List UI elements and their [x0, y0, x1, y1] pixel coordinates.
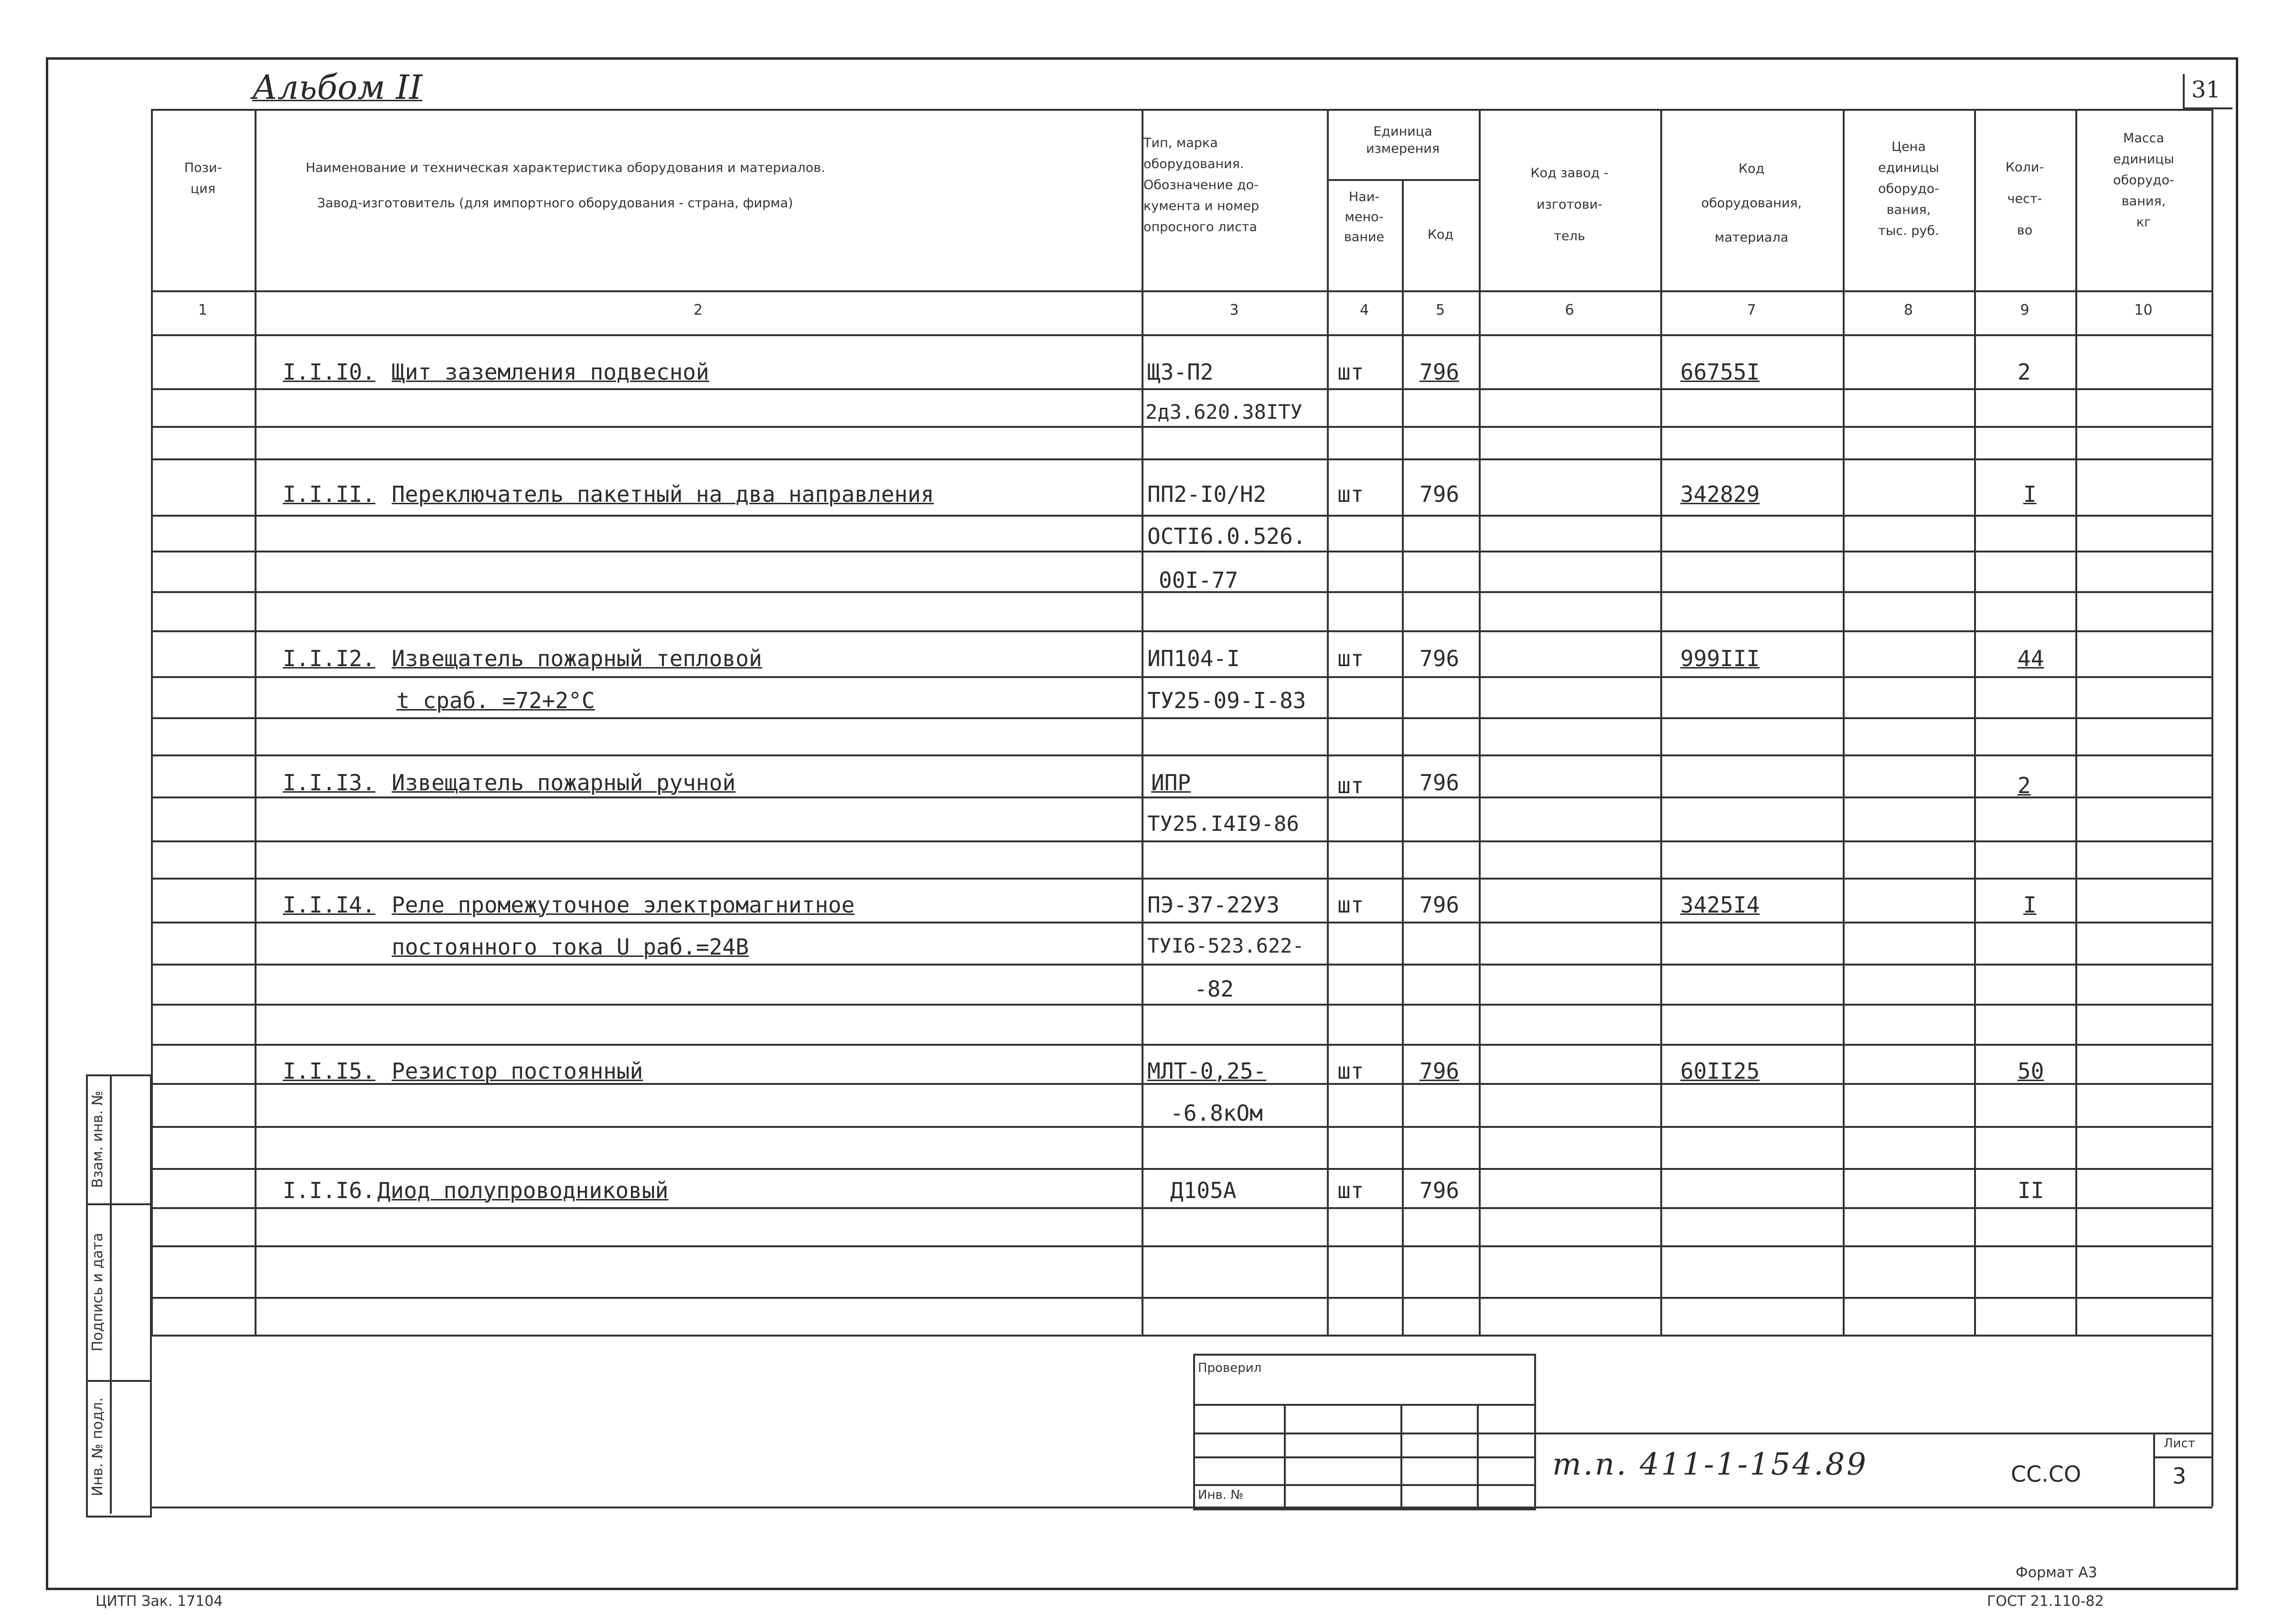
item-unit: шт — [1337, 646, 1364, 671]
item-unit: шт — [1337, 359, 1364, 385]
column-number: 9 — [2020, 302, 2029, 318]
item-type: ИПР — [1151, 770, 1191, 796]
item-quantity: 50 — [2018, 1058, 2044, 1084]
item-quantity: 2 — [2018, 359, 2031, 385]
item-quantity: I — [2023, 481, 2037, 507]
item-type: ПП2-I0/Н2 — [1147, 481, 1267, 507]
item-type: ОСТI6.0.526. — [1147, 523, 1306, 549]
item-unit: шт — [1337, 1178, 1364, 1203]
stamp-replaces-inv: Взам. инв. № — [89, 1091, 106, 1188]
header-position: Пози- ция — [184, 160, 222, 196]
header-type: Тип, марка оборудования. Обозначение до- кумента и номер опросного листа — [1143, 136, 1260, 234]
item-type: МЛТ-0,25- — [1147, 1058, 1267, 1084]
header-name: Наименование и техническая характеристика оборудования и материалов. Завод-изготовитель (для импортного оборудования - страна, фирма) — [306, 160, 825, 211]
sheet-label: Лист — [2164, 1436, 2195, 1451]
format-label: Формат А3 — [2016, 1564, 2097, 1581]
item-unit: шт — [1337, 1058, 1364, 1084]
item-unit-code: 796 — [1420, 646, 1460, 671]
footer-left-code: ЦИТП Зак. 17104 — [96, 1593, 223, 1610]
item-name: Извещатель пожарный ручной — [392, 770, 736, 796]
item-name: Извещатель пожарный тепловой — [392, 646, 762, 671]
item-material-code: 66755I — [1680, 359, 1760, 385]
item-type: ИП104-I — [1147, 646, 1240, 671]
column-number: 8 — [1903, 302, 1913, 318]
corner-page-number: 31 — [2191, 76, 2221, 103]
stamp-original-inv: Инв. № подл. — [89, 1397, 106, 1497]
item-unit-code: 796 — [1420, 1178, 1460, 1203]
item-unit-code: 796 — [1420, 359, 1460, 385]
item-name: Щит заземления подвесной — [392, 359, 709, 385]
item-unit: шт — [1337, 892, 1364, 918]
item-quantity: 44 — [2018, 646, 2044, 671]
item-quantity: 2 — [2018, 773, 2031, 798]
item-position: I.I.I4. — [283, 892, 375, 918]
item-type: ЩЗ-П2 — [1147, 359, 1214, 385]
checked-label: Проверил — [1198, 1361, 1262, 1375]
header-unit-code: Код — [1427, 227, 1454, 242]
item-position: I.I.I6. — [283, 1178, 375, 1203]
item-unit: шт — [1337, 773, 1364, 798]
item-type: -82 — [1194, 976, 1234, 1002]
item-type: Д105А — [1170, 1178, 1237, 1203]
header-maker-code: Код завод - изготови- тель — [1530, 166, 1609, 244]
item-name-line2: постоянного тока U раб.=24В — [392, 934, 749, 960]
column-number: 1 — [198, 302, 208, 318]
stamp-signature-date: Подпись и дата — [89, 1232, 106, 1352]
item-type: ТУ25-09-I-83 — [1147, 688, 1306, 713]
item-position: I.I.II. — [283, 481, 375, 507]
item-type: -6.8кОм — [1170, 1100, 1263, 1126]
column-number: 3 — [1229, 302, 1239, 318]
item-name: Диод полупроводниковый — [377, 1178, 669, 1203]
column-number: 10 — [2134, 302, 2153, 318]
inv-label: Инв. № — [1198, 1488, 1244, 1502]
item-name: Переключатель пакетный на два направления — [392, 481, 934, 507]
item-position: I.I.I2. — [283, 646, 375, 671]
item-position: I.I.I3. — [283, 770, 375, 796]
header-material-code: Код оборудования, материала — [1701, 161, 1802, 245]
item-material-code: 999III — [1680, 646, 1760, 671]
item-position: I.I.I5. — [283, 1058, 375, 1084]
header-unit-name: Наи- мено- вание — [1344, 190, 1385, 244]
column-number: 6 — [1565, 302, 1574, 318]
item-name: Резистор постоянный — [392, 1058, 643, 1084]
item-quantity: I — [2023, 892, 2037, 918]
header-unit: Единица измерения — [1366, 124, 1440, 156]
item-type: ТУI6-523.622- — [1147, 934, 1304, 957]
item-unit: шт — [1337, 481, 1364, 507]
item-material-code: 342829 — [1680, 481, 1760, 507]
item-unit-code: 796 — [1420, 892, 1460, 918]
item-material-code: 60II25 — [1680, 1058, 1760, 1084]
column-number: 5 — [1435, 302, 1445, 318]
item-quantity: II — [2018, 1178, 2044, 1203]
column-number: 2 — [693, 302, 703, 318]
item-material-code: 3425I4 — [1680, 892, 1760, 918]
item-name: Реле промежуточное электромагнитное — [392, 892, 855, 918]
item-type: ПЭ-37-22У3 — [1147, 892, 1280, 918]
column-number: 4 — [1359, 302, 1369, 318]
sheet-number: 3 — [2172, 1463, 2187, 1489]
header-price: Цена единицы оборудо- вания, тыс. руб. — [1878, 139, 1939, 238]
item-type: 00I-77 — [1159, 567, 1239, 593]
column-number: 7 — [1747, 302, 1756, 318]
album-label: Альбом II — [252, 68, 423, 107]
section-code: СС.СО — [2011, 1461, 2082, 1487]
item-type: ТУ25.I4I9-86 — [1147, 812, 1299, 836]
standard-label: ГОСТ 21.110-82 — [1987, 1593, 2104, 1610]
item-name-line2: t сраб. =72+2°C — [396, 688, 595, 713]
item-position: I.I.I0. — [283, 359, 375, 385]
header-quantity: Коли- чест- во — [2005, 160, 2044, 238]
item-unit-code: 796 — [1420, 1058, 1460, 1084]
designation: т.п. 411-1-154.89 — [1552, 1447, 1868, 1482]
header-mass: Масса единицы оборудо- вания, кг — [2113, 131, 2174, 230]
item-type: 2д3.620.38ITУ — [1145, 400, 1303, 424]
item-unit-code: 796 — [1420, 770, 1460, 796]
item-unit-code: 796 — [1420, 481, 1460, 507]
